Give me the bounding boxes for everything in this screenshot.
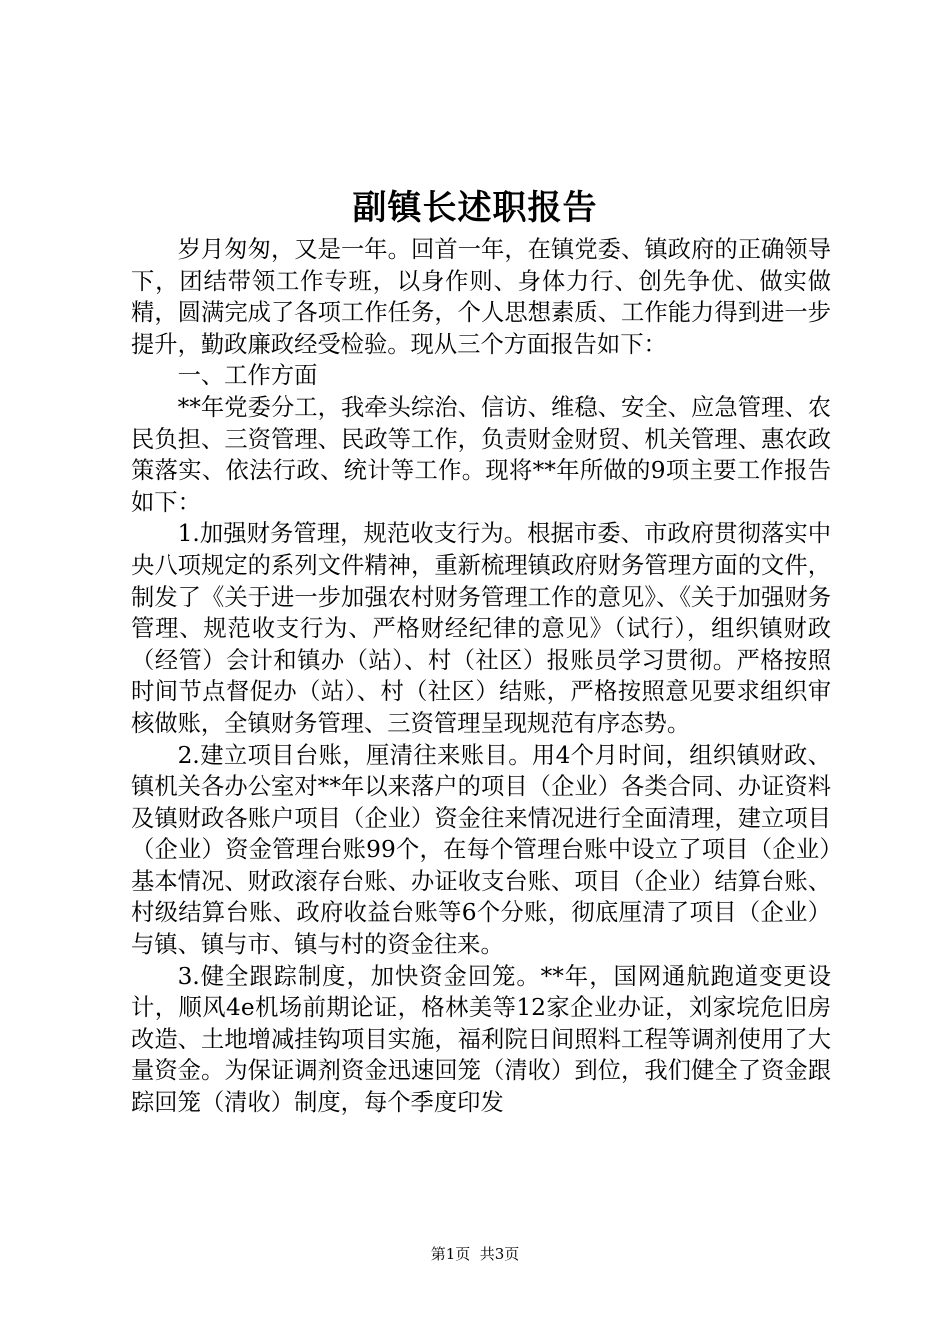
document-body — [131, 234, 831, 1119]
paragraph-division-of-labor: **年党委分工，我牵头综治、信访、维稳、安全、应急管理、农民负担、三资管理、民政等工作，负责财金财贸、机关管理、惠农政策落实、依法行政、统计等工作。现将**年所做的9项主要工作报告如下： — [131, 393, 831, 516]
document-title: 副镇长述职报告 — [352, 188, 598, 228]
section-heading-work: 一、工作方面 — [177, 362, 318, 390]
paragraph-intro: 岁月匆匆，又是一年。回首一年，在镇党委、镇政府的正确领导下，团结带领工作专班，以身作则、身体力行、创先争优、做实做精，圆满完成了各项工作任务，个人思想素质、工作能力得到进一步提升，勤政廉政经受检验。现从三个方面报告如下： — [131, 236, 831, 358]
paragraph-item-3: 3.健全跟踪制度，加快资金回笼。**年，国网通航跑道变更设计，顺风4e机场前期论证，格林美等12家企业办证，刘家垸危旧房改造、土地增减挂钩项目实施，福利院日间照料工程等调剂使用了大量资金。为保证调剂资金迅速回笼（清收）到位，我们健全了资金跟踪回笼（清收）制度，每个季度印发 — [131, 962, 831, 1117]
paragraph-item-2: 2.建立项目台账，厘清往来账目。用4个月时间，组织镇财政、镇机关各办公室对**年以来落户的项目（企业）各类合同、办证资料及镇财政各账户项目（企业）资金往来情况进行全面清理，建立项目（企业）资金管理台账99个，在每个管理台账中设立了项目（企业）基本情况、财政滚存台账、办证收支台账、项目（企业）结算台账、村级结算台账、政府收益台账等6个分账，彻底厘清了项目（企业）与镇、镇与市、镇与村的资金往来。 — [131, 741, 831, 959]
paragraph-item-1: 1.加强财务管理，规范收支行为。根据市委、市政府贯彻落实中央八项规定的系列文件精神，重新梳理镇政府财务管理方面的文件，制发了《关于进一步加强农村财务管理工作的意见》、《关于加强财务管理、规范收支行为、严格财经纪律的意见》（试行），组织镇财政（经管）会计和镇办（站）、村（社区）报账员学习贯彻。严格按照时间节点督促办（站）、村（社区）结账，严格按照意见要求组织审核做账，全镇财务管理、三资管理呈现规范有序态势。 — [131, 520, 831, 737]
page-number-footer: 第1页 共3页 — [430, 1245, 520, 1263]
